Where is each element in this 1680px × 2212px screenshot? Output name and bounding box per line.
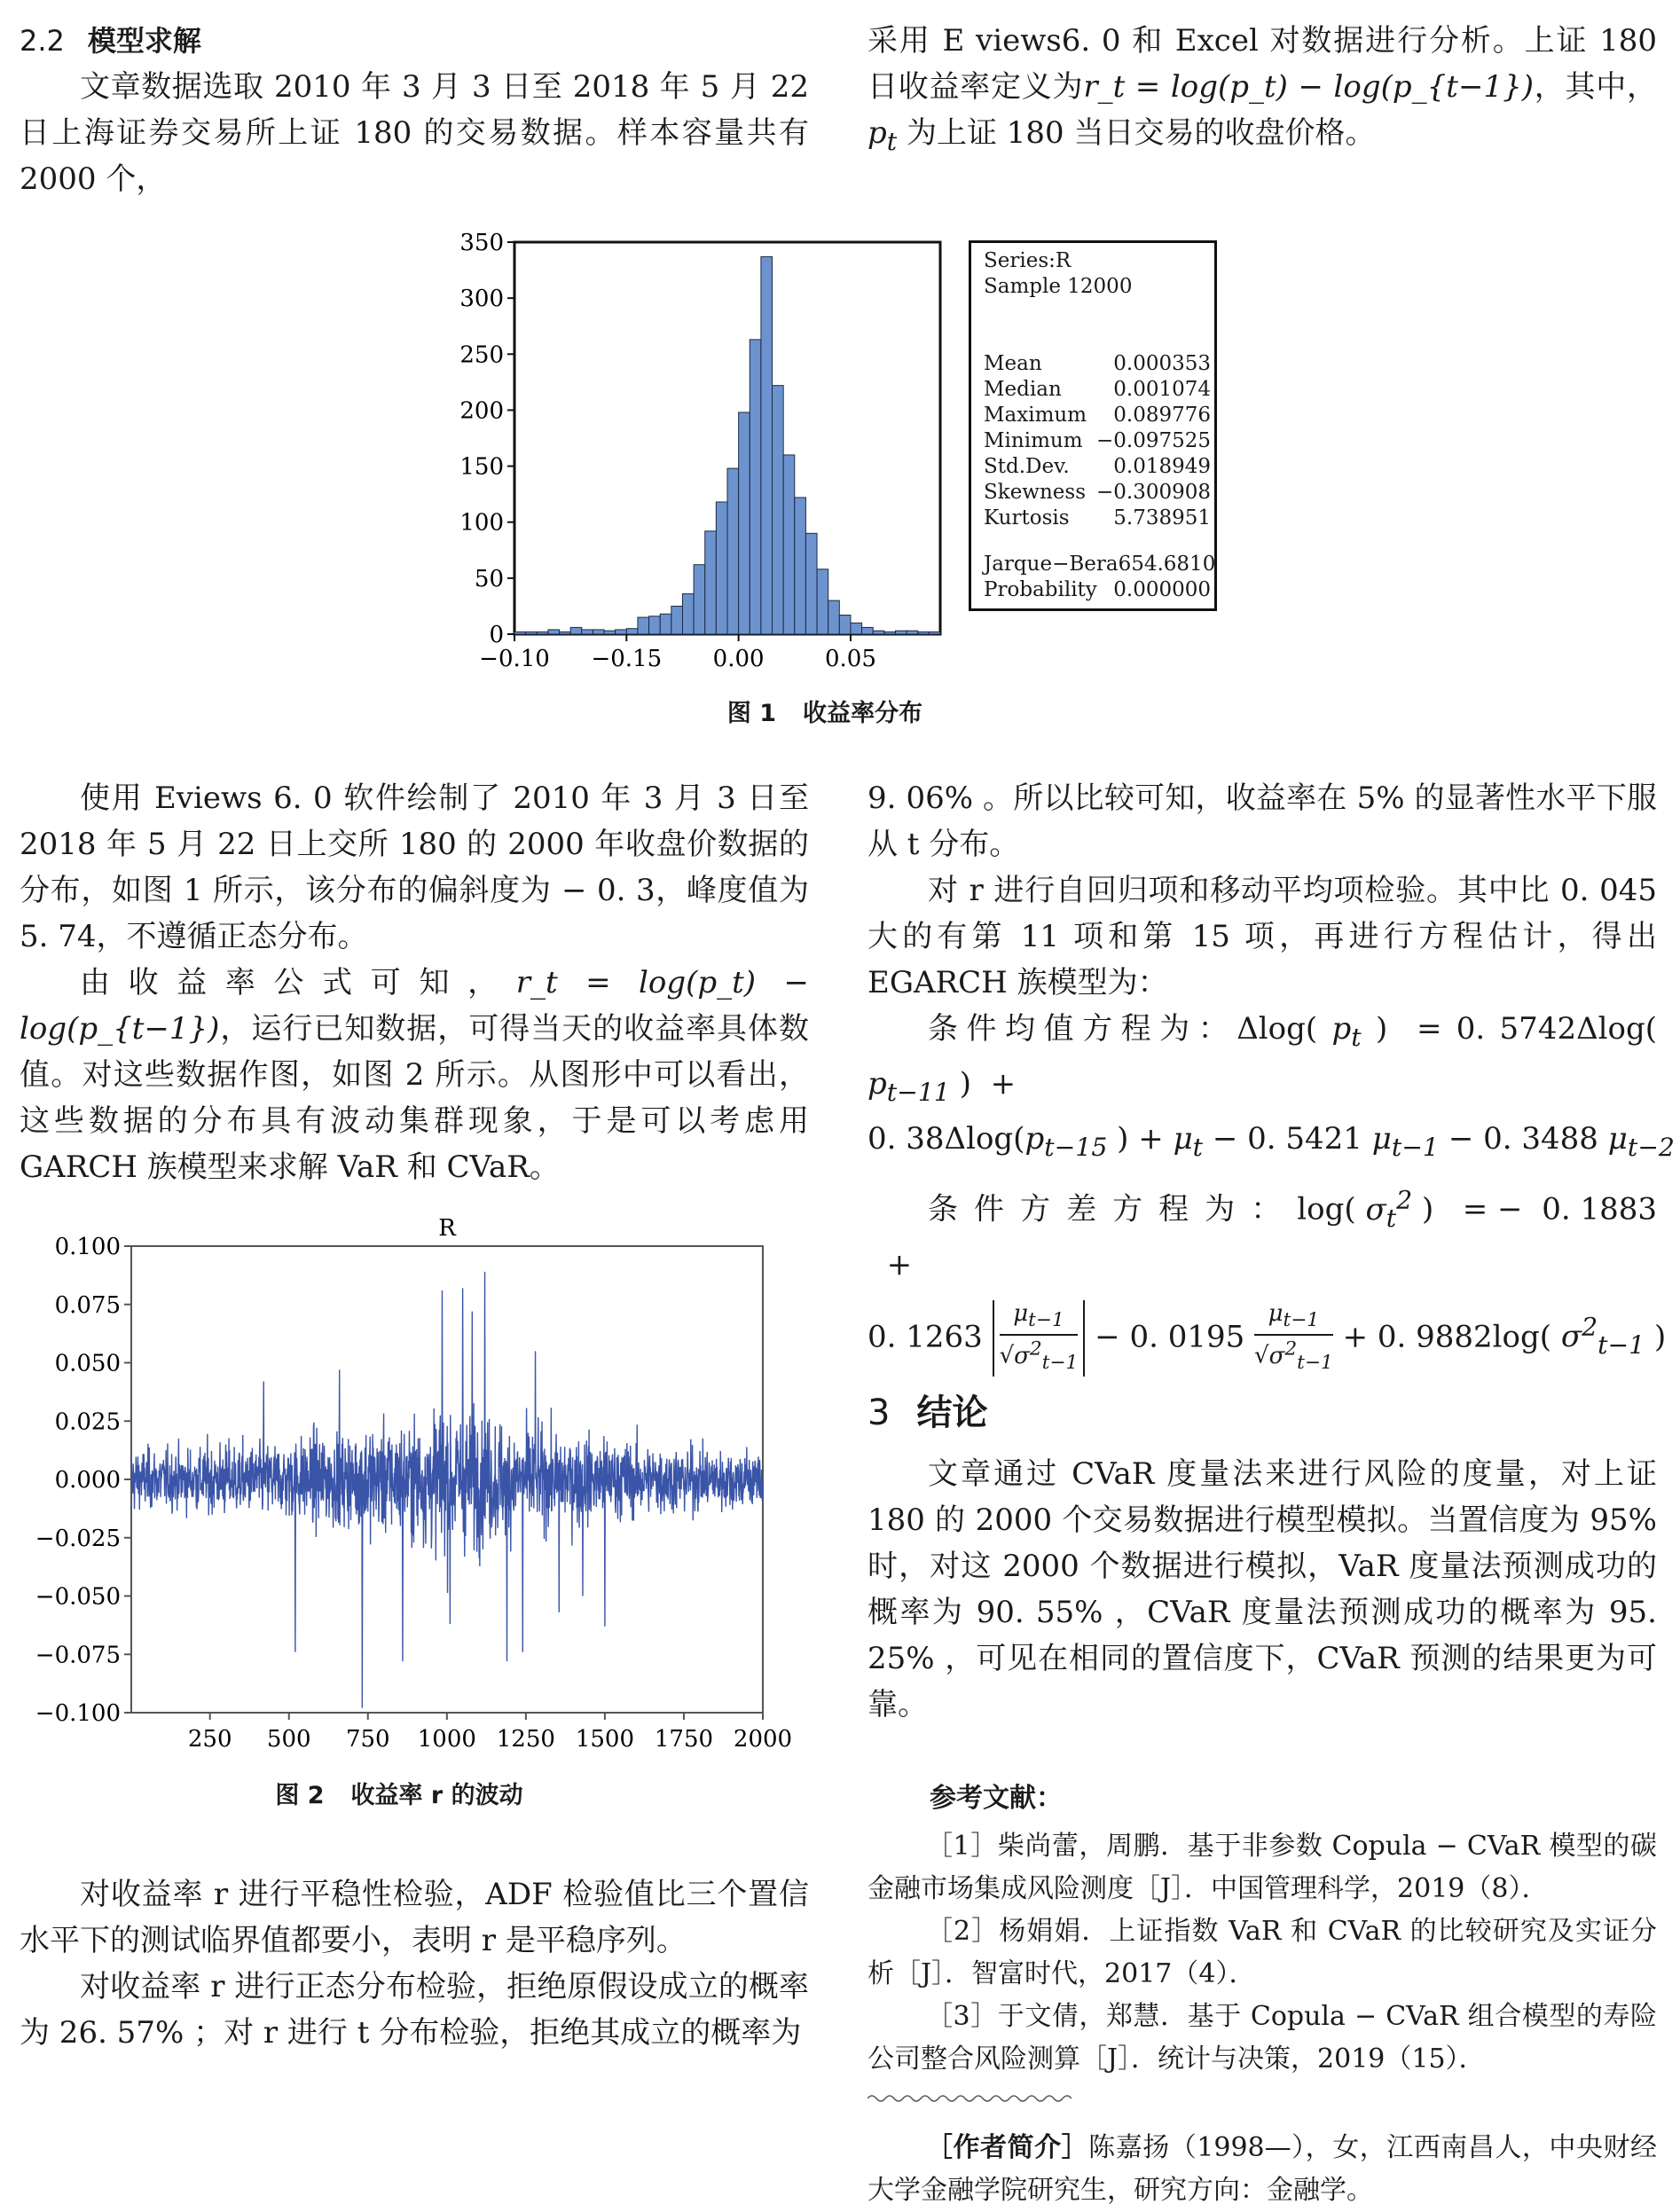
stats-row-median	[984, 377, 1211, 403]
descriptive-stats-box	[969, 240, 1217, 611]
y-tick-label: −0.075	[35, 1642, 121, 1669]
histogram-bar	[716, 502, 727, 634]
x-tick-label: 250	[187, 1726, 232, 1753]
return-formula-inline: r_t = log(p_t) − log(p_{t−1})	[20, 965, 810, 1047]
section-number: 2.2	[20, 24, 65, 58]
stats-label: Skewness	[984, 481, 1087, 504]
stats-row-probability	[984, 577, 1211, 603]
histogram-bar	[805, 533, 817, 634]
x-tick-label: 1750	[654, 1726, 714, 1753]
stats-value: 5.738951	[1113, 506, 1211, 529]
caption-text: 收益率 r 的波动	[350, 1782, 523, 1809]
return-series-line	[131, 1272, 763, 1708]
histogram-bar	[593, 630, 604, 634]
x-tick-label: 750	[345, 1726, 390, 1753]
histogram-bar	[862, 627, 874, 634]
x-tick-label: −0.15	[591, 646, 663, 672]
section-2-2-heading	[20, 18, 809, 64]
stats-label: Maximum	[984, 404, 1087, 427]
figure-1-histogram	[444, 226, 958, 687]
histogram-bar	[526, 631, 538, 634]
y-tick-label: 0.050	[54, 1350, 121, 1377]
reference-item: ［3］于文倩，郑慧．基于 Copula − CVaR 组合模型的寿险公司整合风险测算［J］．统计与决策，2019（15）．	[867, 2000, 1657, 2075]
y-tick-label: 200	[459, 397, 504, 425]
stats-label: Mean	[984, 352, 1042, 375]
histogram-bar	[537, 631, 548, 634]
variance-equation-label: 条件方差方程为：	[928, 1191, 1298, 1228]
histogram-bar	[773, 386, 784, 634]
x-tick-label: 0.00	[712, 646, 765, 672]
histogram-bar	[649, 616, 661, 634]
right-column-middle	[867, 775, 1675, 2212]
histogram-bar	[582, 630, 593, 634]
paragraph-adf-test: 对收益率 r 进行平稳性检验，ADF 检验值比三个置信水平下的测试临界值都要小，表明 r 是平稳序列。	[20, 1877, 809, 1958]
section-title: 模型求解	[87, 24, 201, 58]
x-tick-label: 1000	[417, 1726, 476, 1753]
stats-value: −0.300908	[1095, 481, 1211, 504]
y-tick-label: −0.100	[35, 1700, 121, 1727]
histogram-bar	[514, 631, 526, 634]
histogram-bar	[783, 455, 795, 634]
histogram-bar	[660, 614, 671, 634]
y-tick-label: −0.050	[35, 1583, 121, 1611]
histogram-bar	[918, 631, 930, 634]
stats-value: 0.000000	[1113, 578, 1211, 601]
histogram-bar	[907, 631, 918, 634]
y-tick-label: 150	[459, 453, 504, 481]
section-number: 3	[867, 1392, 891, 1433]
stats-label: Median	[984, 378, 1062, 401]
caption-number: 图 1	[726, 700, 777, 727]
stats-value: 654.6810	[1118, 553, 1216, 576]
caption-number: 图 2	[275, 1782, 325, 1809]
histogram-bar	[604, 631, 616, 634]
para-text-c: 为上证 180 当日交易的收盘价格。	[906, 115, 1376, 151]
histogram-bar	[638, 617, 649, 634]
stats-row-kurtosis	[984, 506, 1211, 531]
stats-label: Probability	[984, 578, 1097, 601]
wavy-divider	[867, 2092, 1072, 2105]
mean-equation-cont: 0. $38\Delta\log(p_{t-15}$ ) + $\mu_t - 0$. 5421 $\mu_{t-1} - 0$. 3488 $\mu_{t-2}$	[867, 1120, 1675, 1162]
histogram-bar	[548, 630, 560, 634]
y-tick-label: 0.000	[54, 1467, 121, 1494]
x-tick-label: −0.10	[479, 646, 550, 672]
author-bio-label: ［作者简介］	[926, 2131, 1089, 2163]
histogram-bar	[705, 531, 717, 634]
reference-item: ［1］柴尚蕾，周鹏．基于非参数 Copula − CVaR 模型的碳金融市场集成风险测度［J］．中国管理科学，2019（8）．	[867, 1830, 1657, 1904]
left-column-top	[20, 18, 809, 202]
histogram-bar	[626, 629, 638, 634]
x-tick-label: 500	[266, 1726, 311, 1753]
references-list	[867, 1825, 1657, 2081]
stats-row-mean	[984, 351, 1211, 377]
section-3-heading	[867, 1384, 1657, 1442]
x-tick-label: 2000	[733, 1726, 793, 1753]
references-heading: 参考文献：	[930, 1782, 1063, 1814]
stats-row-skewness	[984, 480, 1211, 506]
mean-equation: 条件均值方程为：Δlog( $p_t$ ) = 0. 5742Δlog( $p_{t-11}$ ) +	[867, 1011, 1658, 1107]
stats-row-stddev	[984, 454, 1211, 480]
stats-label: Kurtosis	[984, 506, 1070, 529]
reference-item: ［2］杨娟娟．上证指数 VaR 和 CVaR 的比较研究及实证分析［J］．智富时代，2017（4）．	[867, 1915, 1657, 1989]
caption-text: 收益率分布	[803, 700, 923, 727]
stats-value: −0.097525	[1095, 429, 1211, 452]
figure-2-caption	[195, 1776, 603, 1810]
paragraph-normality-test: 对收益率 r 进行正态分布检验，拒绝原假设成立的概率为 26. 57% ；对 r 进行 t 分布检验，拒绝其成立的概率为	[20, 1969, 809, 2051]
para-text-b: ，运行已知数据，可得当天的收益率具体数值。对这些数据作图，如图 2 所示。从图形中可以看出，这些数据的分布具有波动集群现象，于是可以考虑用 GARCH 族模型来求解 VaR 和 CVaR。	[20, 1011, 809, 1185]
histogram-bar	[884, 631, 896, 634]
histogram-bar	[616, 630, 627, 634]
stats-label: Minimum	[984, 429, 1083, 452]
x-tick-label: 0.05	[825, 646, 876, 672]
paragraph-volatility	[20, 960, 809, 1190]
histogram-bar	[671, 606, 683, 634]
histogram-bar	[873, 631, 884, 634]
histogram-bar	[560, 631, 571, 634]
y-tick-label: 350	[459, 230, 504, 256]
stats-label: Std.Dev.	[984, 455, 1070, 478]
x-tick-label: 1500	[575, 1726, 634, 1753]
stats-sample: Sample 12000	[984, 275, 1133, 298]
y-tick-label: 250	[459, 341, 504, 369]
paragraph-t-distribution: 9. 06% 。所以比较可知，收益率在 5% 的显著性水平下服从 t 分布。	[867, 780, 1657, 862]
variance-equation-cont: 0. 1263 $\frac{\mu_{t-1}}{√\sigma^2_{t-1}}$ − 0. 0195 $\frac{\mu_{t-1}}{√\sigma^2_{t-1}}$ + 0. 9882log( $\sigma^2_{t-1}$ )	[867, 1297, 1657, 1377]
y-tick-label: 0.100	[54, 1234, 121, 1260]
paragraph-arma-test: 对 r 进行自回归项和移动平均项检验。其中比 0. 045 大的有第 11 项和第 15 项，再进行方程估计，得出 EGARCH 族模型为：	[867, 873, 1657, 1000]
para-text-b: ，其中，	[1533, 69, 1658, 105]
para-text-a: 采用 E views6. 0 和 Excel 对数据进行分析。上证 180 日收益率定义为	[867, 23, 1657, 105]
histogram-bar	[682, 594, 694, 634]
histogram-bar	[795, 498, 806, 634]
left-column-bottom	[20, 1871, 809, 2056]
y-tick-label: 0.025	[54, 1408, 121, 1436]
author-bio	[867, 2127, 1657, 2212]
histogram-bar	[739, 412, 750, 634]
histogram-bar	[817, 569, 828, 634]
y-tick-label: 50	[474, 565, 504, 592]
author-bio-text: 陈嘉扬（1998—），女，江西南昌人，中央财经大学金融学院研究生，研究方向：金融学。	[867, 2131, 1657, 2206]
stats-label: Jarque−Bera	[984, 553, 1119, 576]
return-formula: r_t = log(p_t) − log(p_{t−1})	[1083, 69, 1534, 105]
conclusion-paragraph: 文章通过 CVaR 度量法来进行风险的度量，对上证 180 的 2000 个交易数据进行模型模拟。当置信度为 95% 时，对这 2000 个数据进行模拟，VaR 度量法预测成功的概率为 90. 55% ，CVaR 度量法预测成功的概率为 95. 25% ，可见在相同的置信度下，CVaR 预测的结果更为可靠。	[867, 1455, 1657, 1722]
histogram-bar	[839, 616, 851, 634]
stats-row-minimum	[984, 428, 1211, 454]
histogram-bar	[828, 600, 840, 634]
histogram-bar	[750, 340, 761, 634]
mean-equation-label: 条件均值方程为：	[928, 1011, 1237, 1047]
left-column-middle	[20, 775, 809, 1190]
x-tick-label: 1250	[496, 1726, 555, 1753]
section-2-2-paragraph-1: 文章数据选取 2010 年 3 月 3 日至 2018 年 5 月 22 日上海证券交易所上证 180 的交易数据。样本容量共有 2000 个，	[20, 69, 809, 197]
stats-value: 0.000353	[1113, 352, 1211, 375]
figure-1-caption	[621, 694, 1029, 728]
stats-row-maximum	[984, 403, 1211, 428]
stats-row-jarque-bera	[984, 552, 1216, 577]
y-tick-label: 0.075	[54, 1291, 121, 1319]
y-tick-label: 300	[459, 286, 504, 313]
stats-series-title: Series:R	[984, 249, 1072, 272]
section-title: 结论	[916, 1392, 988, 1433]
stats-value: 0.018949	[1113, 455, 1211, 478]
y-tick-label: −0.025	[35, 1525, 121, 1552]
y-tick-label: 0	[489, 622, 504, 648]
variance-equation: 条件方差方程为：log( $\sigma_t^2$ ) = − 0. 1883 +	[867, 1185, 1658, 1282]
figure-2-return-series	[18, 1211, 807, 1761]
histogram-bar	[895, 631, 907, 634]
stats-value: 0.001074	[1113, 378, 1211, 401]
histogram-bar	[694, 565, 705, 634]
section-2-2-paragraph-1-cont: 采用 E views6. 0 和 Excel 对数据进行分析。上证 180 日收益率定义为r_t = log(p_t) − log(p_{t−1})，其中，$p_t$ 为上证 180 当日交易的收盘价格。	[867, 23, 1658, 156]
histogram-bar	[851, 623, 862, 634]
stats-value: 0.089776	[1113, 404, 1211, 427]
para-text-a: 由收益率公式可知，	[80, 965, 516, 1000]
histogram-bar	[761, 256, 773, 634]
chart-title: R	[438, 1215, 456, 1242]
histogram-bar	[570, 627, 582, 634]
right-column-top	[867, 18, 1657, 165]
paragraph-distribution: 使用 Eviews 6. 0 软件绘制了 2010 年 3 月 3 日至 2018 年 5 月 22 日上交所 180 的 2000 年收盘价数据的分布，如图 1 所示，该分布的偏斜度为 − 0. 3，峰度值为 5. 74，不遵循正态分布。	[20, 780, 809, 954]
histogram-bar	[727, 468, 739, 634]
y-tick-label: 100	[459, 509, 504, 537]
histogram-bar	[929, 631, 940, 634]
